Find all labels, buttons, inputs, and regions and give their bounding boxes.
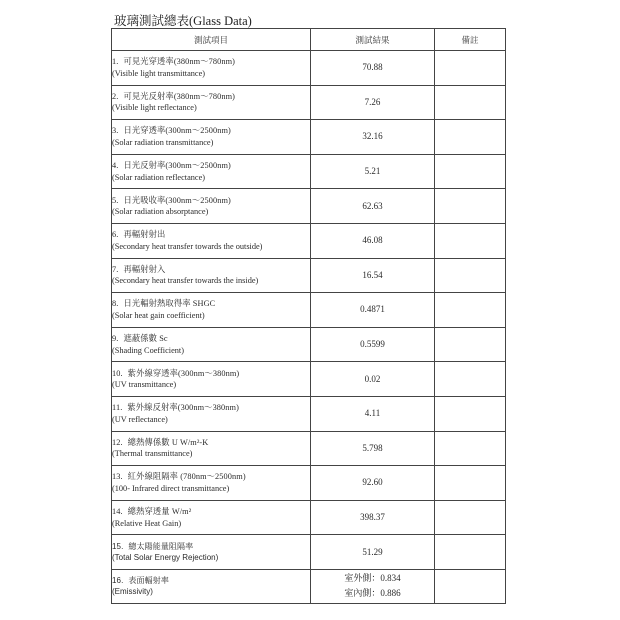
test-item-cell — [112, 327, 311, 362]
test-item-zh-text: 日光反射率(300nm～2500nm) — [123, 161, 231, 171]
test-item-en: (Emissivity) — [112, 587, 153, 597]
table-row — [112, 85, 506, 120]
test-item-zh-text: 可見光穿透率(380nm～780nm) — [123, 57, 236, 67]
glass-data-table — [111, 28, 506, 604]
test-item-zh-text: 紫外線穿透率(300nm～380nm) — [127, 368, 240, 378]
test-item-zh — [112, 402, 310, 414]
test-item-zh — [112, 368, 310, 380]
test-item-en: (Relative Heat Gain) — [112, 518, 182, 528]
test-item-zh — [112, 541, 310, 553]
test-item-en: (Visible light reflectance) — [112, 103, 197, 113]
table-row — [112, 154, 506, 189]
test-item-number: 13. — [112, 472, 123, 482]
table-row — [112, 431, 506, 466]
test-item-en: (Solar radiation reflectance) — [112, 172, 206, 182]
remark-cell — [435, 223, 506, 258]
test-item-cell — [112, 154, 311, 189]
test-result-cell — [311, 154, 435, 189]
test-item-zh-text: 日光吸收率(300nm～2500nm) — [123, 195, 231, 205]
test-item-cell — [112, 85, 311, 120]
test-item-en: (Secondary heat transfer towards the inside) — [112, 276, 259, 286]
test-result-cell — [311, 293, 435, 328]
test-item-zh-text: 總熱傳係數 U W/m²-K — [127, 437, 209, 447]
test-item-zh-text: 日光輻射熱取得率 SHGC — [123, 299, 216, 309]
test-item-number: 5. — [112, 195, 119, 205]
remark-cell — [435, 327, 506, 362]
test-result-value: 32.16 — [362, 131, 383, 142]
remark-cell — [435, 362, 506, 397]
test-item-zh-text: 再輻射射入 — [123, 264, 166, 274]
table-row — [112, 258, 506, 293]
test-item-en: (Solar radiation transmittance) — [112, 137, 214, 147]
test-item-cell — [112, 51, 311, 86]
test-item-cell — [112, 120, 311, 155]
test-result-cell — [311, 258, 435, 293]
table-row — [112, 189, 506, 224]
remark-cell — [435, 396, 506, 431]
test-result-value: 51.29 — [362, 546, 383, 557]
test-item-number: 16. — [112, 575, 124, 585]
table-row — [112, 51, 506, 86]
table-row — [112, 396, 506, 431]
test-item-zh — [112, 471, 310, 483]
test-result-value: 70.88 — [362, 62, 383, 73]
remark-cell — [435, 535, 506, 570]
test-item-zh — [112, 125, 310, 137]
test-result-value: 7.26 — [364, 96, 381, 107]
remark-cell — [435, 258, 506, 293]
test-item-cell — [112, 431, 311, 466]
test-result-cell — [311, 362, 435, 397]
remark-cell — [435, 500, 506, 535]
test-item-en: (Solar radiation absorptance) — [112, 207, 209, 217]
table-row — [112, 500, 506, 535]
test-item-en: (Secondary heat transfer towards the outside) — [112, 241, 263, 251]
test-result-cell — [311, 85, 435, 120]
table-row — [112, 223, 506, 258]
table-row — [112, 293, 506, 328]
test-item-zh-text: 總熱穿透量 W/m² — [127, 507, 192, 517]
test-item-zh-text: 可見光反射率(380nm～780nm) — [123, 91, 236, 101]
remark-cell — [435, 85, 506, 120]
test-item-zh-text: 總太陽能量阻隔率 — [128, 541, 194, 551]
test-result-value: 62.63 — [362, 200, 383, 211]
test-item-en: (Solar heat gain coefficient) — [112, 310, 205, 320]
test-item-number: 14. — [112, 507, 123, 517]
table-row — [112, 327, 506, 362]
test-item-cell — [112, 466, 311, 501]
test-item-zh — [112, 91, 310, 103]
test-result-value: 16.54 — [362, 269, 383, 280]
test-result-value: 室外側：0.834 — [344, 573, 401, 584]
table-row — [112, 120, 506, 155]
page-title: 玻璃測試總表(Glass Data) — [114, 14, 252, 28]
test-item-zh — [112, 56, 310, 68]
test-item-number: 2. — [112, 91, 119, 101]
test-item-en: (Shading Coefficient) — [112, 345, 184, 355]
remark-cell — [435, 431, 506, 466]
test-item-zh — [112, 333, 310, 345]
remark-cell — [435, 154, 506, 189]
test-item-zh — [112, 195, 310, 207]
test-result-value: 4.11 — [364, 408, 381, 419]
test-result-cell — [311, 466, 435, 501]
table-row — [112, 569, 506, 603]
table-row — [112, 362, 506, 397]
test-result-value: 0.02 — [364, 373, 381, 384]
test-item-cell — [112, 258, 311, 293]
test-result-cell — [311, 431, 435, 466]
header-remark: 備註 — [435, 29, 506, 51]
test-item-zh — [112, 437, 310, 449]
test-item-zh-text: 遮蔽係數 Sc — [123, 334, 168, 344]
test-result-value: 92.60 — [362, 477, 383, 488]
remark-cell — [435, 189, 506, 224]
test-item-zh — [112, 575, 310, 587]
test-item-en: (Thermal transmittance) — [112, 449, 193, 459]
test-item-en: (100- Infrared direct transmittance) — [112, 483, 230, 493]
remark-cell — [435, 293, 506, 328]
test-result-value: 5.798 — [362, 442, 383, 453]
test-item-cell — [112, 293, 311, 328]
test-item-number: 12. — [112, 437, 123, 447]
remark-cell — [435, 569, 506, 603]
test-result-cell — [311, 223, 435, 258]
test-item-zh-text: 紅外線阻隔率 (780nm～2500nm) — [127, 472, 246, 482]
test-result-cell — [311, 500, 435, 535]
test-result-value-2: 室內側：0.886 — [344, 588, 401, 599]
test-result-value: 0.5599 — [360, 339, 385, 350]
test-item-zh — [112, 229, 310, 241]
test-result-value: 46.08 — [362, 235, 383, 246]
test-item-zh — [112, 160, 310, 172]
test-result-cell — [311, 51, 435, 86]
test-item-zh — [112, 298, 310, 310]
test-item-number: 8. — [112, 299, 119, 309]
test-item-en: (Total Solar Energy Rejection) — [112, 553, 219, 563]
test-item-zh — [112, 506, 310, 518]
test-item-number: 1. — [112, 57, 119, 67]
test-result-cell — [311, 120, 435, 155]
test-result-cell — [311, 535, 435, 570]
test-item-cell — [112, 223, 311, 258]
test-result-value: 5.21 — [364, 166, 381, 177]
test-result-value: 0.4871 — [360, 304, 385, 315]
test-item-number: 11. — [112, 403, 123, 413]
test-item-number: 6. — [112, 230, 119, 240]
test-result-cell — [311, 569, 435, 603]
remark-cell — [435, 120, 506, 155]
test-item-en: (UV transmittance) — [112, 380, 177, 390]
test-item-cell — [112, 535, 311, 570]
test-item-en: (UV reflectance) — [112, 414, 168, 424]
test-item-zh-text: 紫外線反射率(300nm～380nm) — [127, 403, 239, 413]
test-item-cell — [112, 189, 311, 224]
remark-cell — [435, 51, 506, 86]
table-header-row — [112, 29, 506, 51]
test-item-number: 4. — [112, 161, 119, 171]
test-item-zh-text: 再輻射射出 — [123, 230, 166, 240]
test-item-cell — [112, 396, 311, 431]
test-item-zh-text: 日光穿透率(300nm～2500nm) — [123, 126, 231, 136]
test-item-zh — [112, 264, 310, 276]
test-item-number: 9. — [112, 334, 119, 344]
test-item-cell — [112, 569, 311, 603]
remark-cell — [435, 466, 506, 501]
test-item-cell — [112, 500, 311, 535]
header-item: 測試項目 — [112, 29, 311, 51]
table-row — [112, 535, 506, 570]
test-item-en: (Visible light transmittance) — [112, 68, 206, 78]
test-item-number: 15. — [112, 541, 124, 551]
table-row — [112, 466, 506, 501]
test-item-number: 10. — [112, 368, 123, 378]
test-result-value: 398.37 — [360, 512, 385, 523]
header-result: 測試結果 — [311, 29, 435, 51]
test-result-cell — [311, 327, 435, 362]
test-item-number: 3. — [112, 126, 119, 136]
test-item-zh-text: 表面輻射率 — [128, 575, 169, 585]
test-item-cell — [112, 362, 311, 397]
test-item-number: 7. — [112, 264, 119, 274]
test-result-cell — [311, 396, 435, 431]
test-result-cell — [311, 189, 435, 224]
